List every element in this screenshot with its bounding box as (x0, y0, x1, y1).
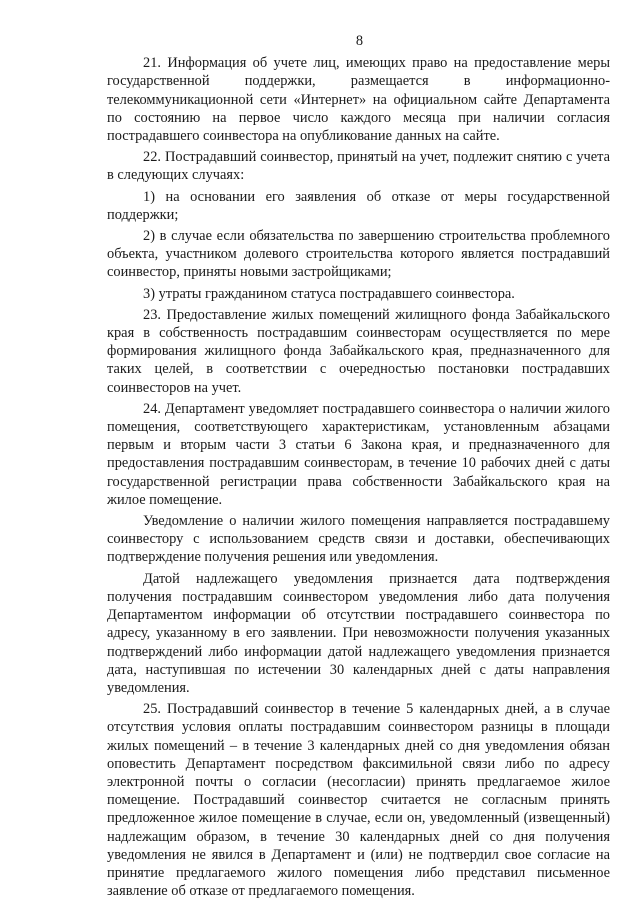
document-page (107, 32, 610, 900)
paragraph-22-item-2: 2) в случае если обязательства по завершению строительства проблемного объекта, участником долевого строительства которого является пострадавший соинвестор, приняты новыми застройщиками; (107, 228, 610, 281)
paragraph-23: 23. Предоставление жилых помещений жилищного фонда Забайкальского края в собственность пострадавшим соинвесторам осуществляется по мере формирования жилищного фонда Забайкальского края, предназначенного для таких целей, в соответствии с очередностью постановки пострадавших соинвесторов на учет. (107, 306, 610, 396)
paragraph-22: 22. Пострадавший соинвестор, принятый на учет, подлежит снятию с учета в следующих случаях: (107, 149, 610, 184)
page-number: 8 (355, 33, 364, 49)
paragraph-22-item-1: 1) на основании его заявления об отказе от меры государственной поддержки; (107, 188, 610, 223)
paragraph-21: 21. Информация об учете лиц, имеющих право на предоставление меры государственной поддержки, размещается в информационно-телекоммуникационной сети «Интернет» на официальном сайте Департамента по состоянию на первое число каждого месяца при наличии согласия пострадавшего соинвестора на опубликование данных на сайте. (107, 55, 610, 145)
paragraph-25: 25. Пострадавший соинвестор в течение 5 календарных дней, а в случае отсутствия условия оплаты пострадавшим соинвестором разницы в площади жилых помещений – в течение 3 календарных дней со дня уведомления обязан оповестить Департамент посредством факсимильной связи либо по адресу электронной почты о согласии (несогласии) принять предлагаемое жилое помещение. Пострадавший соинвестор считается не согласным принять предложенное жилое помещение в случае, если он, уведомленный (извещенный) надлежащим образом, в течение 30 календарных дней со дня получения уведомления не явился в Департамент и (или) не подтвердил свое согласие на принятие предлагаемого жилого помещения либо представил письменное заявление об отказе от предлагаемого помещения. (107, 701, 610, 900)
paragraph-24: 24. Департамент уведомляет пострадавшего соинвестора о наличии жилого помещения, соответствующего характеристикам, установленным абзацами первым и вторым части 3 статьи 6 Закона края, и предназначенного для предоставления пострадавшим соинвесторам, в течение 10 рабочих дней с даты государственной регистрации права собственности Забайкальского края на жилое помещение. (107, 400, 610, 508)
paragraph-24-notification-date: Датой надлежащего уведомления признается дата подтверждения получения пострадавшим соинвестором уведомления либо дата получения Департаментом информации об отсутствии пострадавшего соинвестора по адресу, указанному в его заявлении. При невозможности получения указанных подтверждений либо информации датой надлежащего уведомления признается дата, наступившая по истечении 30 календарных дней с даты направления уведомления. (107, 570, 610, 696)
paragraph-22-item-3: 3) утраты гражданином статуса пострадавшего соинвестора. (143, 285, 515, 302)
paragraph-24-notification: Уведомление о наличии жилого помещения направляется пострадавшему соинвестору с использованием средств связи и доставки, обеспечивающих подтверждение получения решения или уведомления. (107, 513, 610, 566)
